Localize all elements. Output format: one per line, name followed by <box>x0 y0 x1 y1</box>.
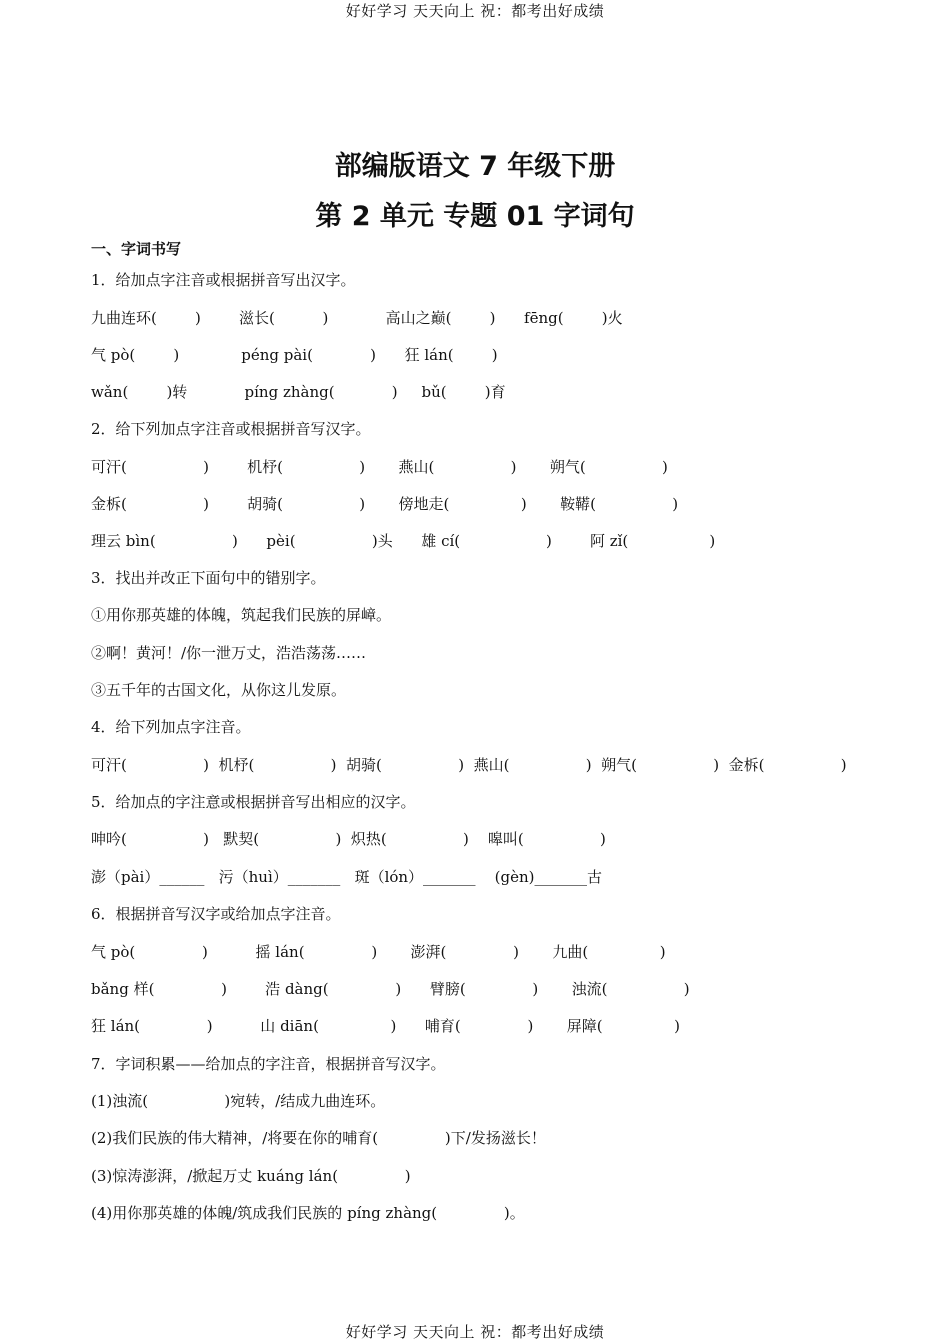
question-3-item-2: ②啊！黄河！/你一泄万丈，浩浩荡荡…… <box>91 644 367 662</box>
question-2-line-3: 理云 bìn( ) pèi( )头 雄 cí( ) 阿 zǐ( ) <box>91 532 716 550</box>
question-1-line-3: wǎn( )转 píng zhàng( ) bǔ( )育 <box>91 383 506 401</box>
question-1-prompt: 1．给加点字注音或根据拼音写出汉字。 <box>91 271 356 289</box>
question-7-prompt: 7．字词积累——给加点的字注音，根据拼音写汉字。 <box>91 1055 446 1073</box>
document-subtitle: 第 2 单元 专题 01 字词句 <box>315 201 635 232</box>
question-3-prompt: 3．找出并改正下面句中的错别字。 <box>91 569 326 587</box>
question-1-line-2: 气 pò( ) péng pài( ) 狂 lán( ) <box>91 346 498 364</box>
question-6-line-3: 狂 lán( ) 山 diān( ) 哺育( ) 屏障( ) <box>91 1017 680 1035</box>
question-1-line-1: 九曲连环( ) 滋长( ) 高山之巅( ) fēng( )火 <box>91 309 623 327</box>
question-2-line-1: 可汗( ) 机杼( ) 燕山( ) 朔气( ) <box>91 458 668 476</box>
question-5-line-1: 呻吟( ) 默契( ) 炽热( ) 嗥叫( ) <box>91 830 606 848</box>
question-5-line-2: 澎（pài）______ 污（huì）_______ 斑（lón）_______ (gèn)_______古 <box>91 868 602 886</box>
page-header: 好好学习 天天向上 祝：都考出好成绩 <box>345 2 605 20</box>
question-7-item-2: (2)我们民族的伟大精神，/将要在你的哺育( )下/发扬滋长！ <box>91 1129 546 1147</box>
question-6-line-1: 气 pò( ) 摇 lán( ) 澎湃( ) 九曲( ) <box>91 943 666 961</box>
question-4-prompt: 4．给下列加点字注音。 <box>91 718 251 736</box>
question-7-item-1: (1)浊流( )宛转，/结成九曲连环。 <box>91 1092 386 1110</box>
question-6-prompt: 6．根据拼音写汉字或给加点字注音。 <box>91 905 341 923</box>
question-3-item-3: ③五千年的古国文化，从你这儿发原。 <box>91 681 347 699</box>
question-5-prompt: 5．给加点的字注意或根据拼音写出相应的汉字。 <box>91 793 416 811</box>
document-title: 部编版语文 7 年级下册 <box>334 151 616 182</box>
question-2-prompt: 2．给下列加点字注音或根据拼音写汉字。 <box>91 420 371 438</box>
question-6-line-2: bǎng 样( ) 浩 dàng( ) 臂膀( ) 浊流( ) <box>91 980 690 998</box>
section-heading: 一、字词书写 <box>91 240 182 258</box>
question-3-item-1: ①用你那英雄的体魄，筑起我们民族的屏嶂。 <box>91 606 392 624</box>
question-2-line-2: 金柝( ) 胡骑( ) 傍地走( ) 鞍鞯( ) <box>91 495 679 513</box>
page-footer: 好好学习 天天向上 祝：都考出好成绩 <box>345 1323 605 1341</box>
question-7-item-3: (3)惊涛澎湃，/掀起万丈 kuáng lán( ) <box>91 1167 411 1185</box>
question-7-item-4: (4)用你那英雄的体魄/筑成我们民族的 píng zhàng( )。 <box>91 1204 525 1222</box>
question-4-line-1: 可汗( ) 机杼( ) 胡骑( ) 燕山( ) 朔气( ) 金柝( ) <box>91 756 847 774</box>
